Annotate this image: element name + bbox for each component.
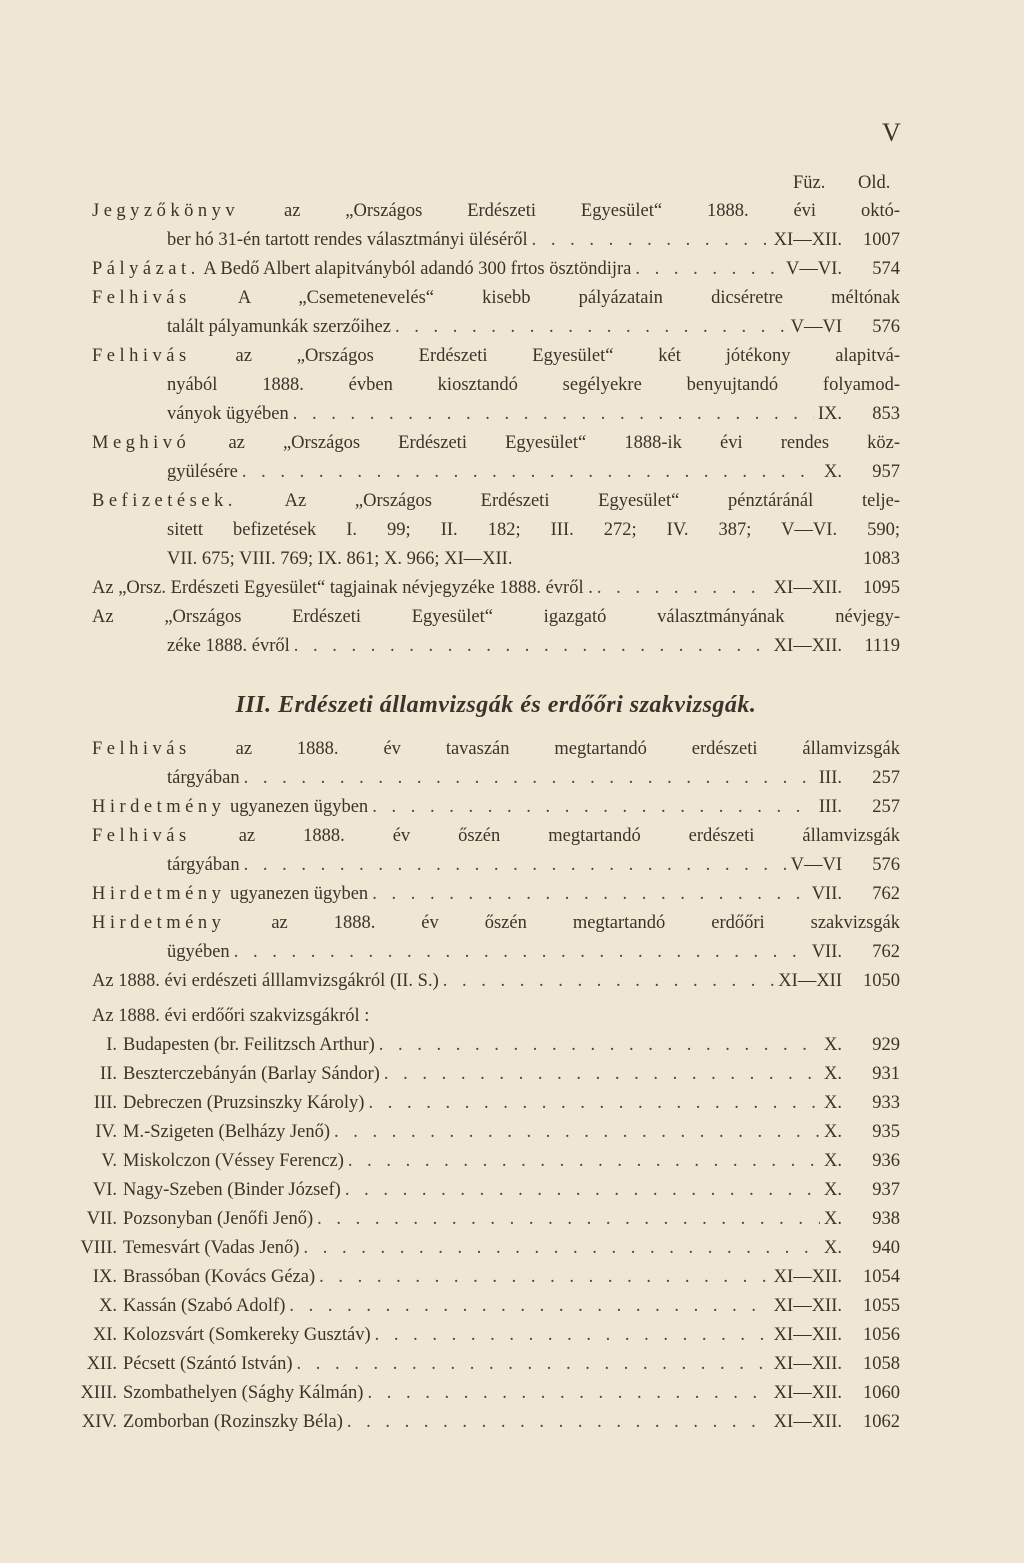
- list-number: XIII.: [80, 1383, 117, 1403]
- entry-text: [167, 400, 289, 429]
- list-number: X.: [99, 1296, 117, 1316]
- leader-dots: [443, 967, 775, 996]
- page-ref: 929: [872, 1035, 900, 1055]
- issue-number: V—VI.: [785, 259, 842, 279]
- list-text: Kolozsvárt (Somkereky Gusztáv): [123, 1325, 371, 1345]
- entry-text: [167, 313, 391, 342]
- entry-line: [92, 632, 900, 661]
- leader-dots: [375, 1321, 770, 1350]
- entry-lead: Felhivás: [92, 346, 191, 366]
- page-ref: 935: [872, 1122, 900, 1142]
- issue-number: X.: [824, 1238, 842, 1258]
- entry-text: [92, 826, 900, 846]
- index-content: [80, 197, 900, 1437]
- entry-text: [167, 520, 900, 540]
- entry-lead: Hirdetmény: [92, 797, 226, 817]
- entry-body: ügyében: [167, 942, 230, 962]
- entry-lead: Pályázat.: [92, 259, 200, 279]
- entry-text: [167, 375, 900, 395]
- list-text: Kassán (Szabó Adolf): [123, 1296, 286, 1316]
- page-ref: 1095: [863, 578, 900, 598]
- list-number: VII.: [86, 1209, 117, 1229]
- entry-body: Az „Orsz. Erdészeti Egyesület“ tagjainak névjegyzéke 1888. évről .: [92, 578, 593, 598]
- entry-text: [92, 346, 900, 366]
- page-ref: 933: [872, 1093, 900, 1113]
- entry-text: [92, 255, 631, 284]
- list-item: [62, 1031, 900, 1060]
- list-text: M.-Szigeten (Belházy Jenő): [123, 1122, 331, 1142]
- entry-line: [92, 967, 900, 996]
- entry-body: VII. 675; VIII. 769; IX. 861; X. 966; XI—XII.: [167, 549, 513, 569]
- issue-number: III.: [818, 768, 842, 788]
- leader-dots: [372, 793, 815, 822]
- entry-text: [167, 764, 240, 793]
- page-ref: 1054: [863, 1267, 900, 1287]
- issue-number: X.: [824, 1151, 842, 1171]
- entry-line: [92, 313, 900, 342]
- page-ref: 853: [872, 404, 900, 424]
- issue-number: VII.: [811, 884, 842, 904]
- list-number: VI.: [92, 1180, 117, 1200]
- page-ref: 1058: [863, 1354, 900, 1374]
- entry-body: az „Országos Erdészeti Egyesület“ 1888. évi októ-: [284, 201, 900, 221]
- page-ref: 1060: [863, 1383, 900, 1403]
- list-number: XI.: [92, 1325, 117, 1345]
- leader-dots: [345, 1176, 820, 1205]
- list-item: [62, 1263, 900, 1292]
- issue-number: XI—XII.: [773, 1267, 842, 1287]
- entry-body: Az 1888. évi erdészeti álllamvizsgákról (II. S.): [92, 971, 439, 991]
- page-ref: 762: [872, 942, 900, 962]
- entry-line: [92, 487, 900, 516]
- page-ref: 1056: [863, 1325, 900, 1345]
- entry-text: [167, 632, 290, 661]
- entry-text: [92, 739, 900, 759]
- entry-text: [92, 491, 900, 511]
- entry-body: tárgyában: [167, 855, 240, 875]
- entry-line: [92, 880, 900, 909]
- entry-body: az „Országos Erdészeti Egyesület“ két jótékony alapitvá-: [235, 346, 900, 366]
- list-item: [62, 1292, 900, 1321]
- list-item: [62, 1176, 900, 1205]
- leader-dots: [395, 313, 787, 342]
- page-ref: 937: [872, 1180, 900, 1200]
- entry-lead: Hirdetmény: [92, 884, 226, 904]
- entry-line: [92, 793, 900, 822]
- issue-number: III.: [818, 797, 842, 817]
- leader-dots: [293, 400, 814, 429]
- leader-dots: [367, 1379, 769, 1408]
- list-text: Nagy-Szeben (Binder József): [123, 1180, 341, 1200]
- entry-body: az „Országos Erdészeti Egyesület“ 1888-ik évi rendes köz-: [228, 433, 900, 453]
- issue-number: V—VI: [790, 855, 842, 875]
- page-ref: 1062: [863, 1412, 900, 1432]
- entry-line: [92, 909, 900, 938]
- entry-line: [92, 284, 900, 313]
- entry-lead: Felhivás: [92, 288, 191, 308]
- leader-dots: [244, 764, 815, 793]
- list-item: [62, 1408, 900, 1437]
- page-ref: 1083: [863, 549, 900, 569]
- entry-text: [167, 545, 512, 574]
- issue-number: XI—XII.: [773, 1325, 842, 1345]
- page-ref: 1055: [863, 1296, 900, 1316]
- entry-body: ugyanezen ügyben: [230, 797, 369, 817]
- page-ref: 1050: [863, 971, 900, 991]
- entry-body: az 1888. év tavaszán megtartandó erdészeti államvizsgák: [235, 739, 900, 759]
- entry-line: [92, 400, 900, 429]
- entry-line: [92, 545, 900, 574]
- entry-line: [92, 226, 900, 255]
- page-ref: 576: [872, 317, 900, 337]
- leader-dots: [635, 255, 782, 284]
- entry-body: az 1888. év őszén megtartandó erdőőri szakvizsgák: [271, 913, 900, 933]
- entry-text: [92, 967, 439, 996]
- list-text: Budapesten (br. Feilitzsch Arthur): [123, 1035, 375, 1055]
- page-ref: 576: [872, 855, 900, 875]
- leader-dots: [334, 1118, 820, 1147]
- entry-line: [92, 822, 900, 851]
- issue-number: XI—XII.: [773, 1354, 842, 1374]
- entry-text: [92, 913, 900, 933]
- page-number: V: [882, 118, 902, 147]
- entries-block: [92, 197, 900, 661]
- entry-line: [92, 371, 900, 400]
- issue-number: X.: [824, 1209, 842, 1229]
- list-item: [62, 1205, 900, 1234]
- fuzet-header: Füz.: [793, 173, 826, 193]
- entry-body: ber hó 31-én tartott rendes választmányi üléséről: [167, 230, 528, 250]
- list-text: Brassóban (Kovács Géza): [123, 1267, 316, 1287]
- issue-number: X.: [824, 1093, 842, 1113]
- leader-dots: [317, 1205, 820, 1234]
- list-item: [62, 1060, 900, 1089]
- entry-body: az 1888. év őszén megtartandó erdészeti államvizsgák: [238, 826, 900, 846]
- entry-lead: Hirdetmény: [92, 913, 226, 933]
- list-text: Szombathelyen (Sághy Kálmán): [123, 1383, 364, 1403]
- entry-body: nyából 1888. évben kiosztandó segélyekre benyujtandó folyamod-: [167, 375, 900, 395]
- issue-number: VII.: [811, 942, 842, 962]
- page-ref: 931: [872, 1064, 900, 1084]
- list-text: Miskolczon (Véssey Ferencz): [123, 1151, 344, 1171]
- entry-text: [92, 607, 900, 627]
- issue-number: XI—XII.: [773, 636, 842, 656]
- list-text: Pécsett (Szántó István): [123, 1354, 293, 1374]
- page-ref: 1119: [864, 636, 900, 656]
- entry-text: [92, 288, 900, 308]
- entry-body: ugyanezen ügyben: [230, 884, 369, 904]
- column-headers: [0, 173, 1024, 197]
- leader-dots: [368, 1089, 820, 1118]
- leader-dots: [242, 458, 820, 487]
- entry-line: [92, 735, 900, 764]
- issue-number: XI—XII.: [773, 230, 842, 250]
- entry-text: [92, 433, 900, 453]
- entry-body: talált pályamunkák szerzőihez: [167, 317, 391, 337]
- list-text: Zomborban (Rozinszky Béla): [123, 1412, 343, 1432]
- entry-body: sitett befizetések I. 99; II. 182; III. 272; IV. 387; V—VI. 590;: [167, 520, 900, 540]
- page-ref: 257: [872, 797, 900, 817]
- entry-body: Az „Országos Erdészeti Egyesület“ pénztáránál telje-: [284, 491, 900, 511]
- issue-number: V—VI: [790, 317, 842, 337]
- page-ref: 936: [872, 1151, 900, 1171]
- entry-line: [92, 197, 900, 226]
- list-intro: Az 1888. évi erdőőri szakvizsgákról :: [92, 1006, 370, 1026]
- entry-lead: Jegyzőkönyv: [92, 201, 240, 221]
- leader-dots: [244, 851, 787, 880]
- issue-number: X.: [824, 1064, 842, 1084]
- leader-dots: [597, 574, 770, 603]
- entry-text: [167, 226, 528, 255]
- page-ref: 762: [872, 884, 900, 904]
- exam-list: [80, 1031, 900, 1437]
- entry-text: [167, 851, 240, 880]
- page-ref: 1007: [863, 230, 900, 250]
- leader-dots: [384, 1060, 820, 1089]
- list-number: II.: [100, 1064, 117, 1084]
- leader-dots: [234, 938, 808, 967]
- entry-body: Az „Országos Erdészeti Egyesület“ igazgató választmányának névjegy-: [92, 607, 900, 627]
- entry-text: [167, 458, 238, 487]
- issue-number: XI—XII.: [773, 1412, 842, 1432]
- entry-line: [92, 516, 900, 545]
- entry-line: [92, 458, 900, 487]
- entry-lead: Meghivó: [92, 433, 191, 453]
- list-number: XII.: [86, 1354, 117, 1374]
- entry-text: [92, 880, 368, 909]
- entry-line: [92, 764, 900, 793]
- list-number: I.: [106, 1035, 117, 1055]
- page-ref: 940: [872, 1238, 900, 1258]
- issue-number: XI—XII.: [773, 1296, 842, 1316]
- entry-lead: Felhivás: [92, 826, 191, 846]
- section-title: III. Erdészeti államvizsgák és erdőőri szakvizsgák.: [235, 692, 757, 718]
- issue-number: X.: [824, 462, 842, 482]
- list-number: V.: [101, 1151, 117, 1171]
- issue-number: X.: [824, 1122, 842, 1142]
- leader-dots: [303, 1234, 820, 1263]
- list-item: [62, 1147, 900, 1176]
- list-item: [62, 1321, 900, 1350]
- list-item: [62, 1089, 900, 1118]
- page-ref: 938: [872, 1209, 900, 1229]
- entry-lead: Felhivás: [92, 739, 191, 759]
- issue-number: X.: [824, 1035, 842, 1055]
- list-number: IX.: [92, 1267, 117, 1287]
- entry-body: ványok ügyében: [167, 404, 289, 424]
- list-text: Debreczen (Pruzsinszky Károly): [123, 1093, 365, 1113]
- entry-line: [92, 429, 900, 458]
- issue-number: XI—XII: [778, 971, 842, 991]
- entry-text: [167, 938, 230, 967]
- issue-number: IX.: [817, 404, 842, 424]
- list-item: [62, 1350, 900, 1379]
- leader-dots: [347, 1408, 770, 1437]
- entry-body: zéke 1888. évről: [167, 636, 290, 656]
- page-ref: 957: [872, 462, 900, 482]
- leader-dots: [372, 880, 808, 909]
- list-number: VIII.: [80, 1238, 117, 1258]
- issue-number: XI—XII.: [773, 1383, 842, 1403]
- entry-body: A Bedő Albert alapitványból adandó 300 frtos ösztöndijra: [203, 259, 632, 279]
- entry-line: [92, 255, 900, 284]
- entry-body: gyülésére: [167, 462, 238, 482]
- entry-text: [92, 201, 900, 221]
- leader-dots: [319, 1263, 770, 1292]
- list-item: [62, 1379, 900, 1408]
- list-number: XIV.: [81, 1412, 117, 1432]
- leader-dots: [532, 226, 770, 255]
- entry-lead: Befizetések.: [92, 491, 237, 511]
- list-text: Pozsonyban (Jenőfi Jenő): [123, 1209, 314, 1229]
- entry-body: tárgyában: [167, 768, 240, 788]
- entry-line: [92, 938, 900, 967]
- leader-dots: [348, 1147, 820, 1176]
- page-ref: 257: [872, 768, 900, 788]
- entry-text: [92, 793, 368, 822]
- leader-dots: [294, 632, 770, 661]
- issue-number: X.: [824, 1180, 842, 1200]
- section-entries-block: [92, 735, 900, 996]
- page-ref: 574: [872, 259, 900, 279]
- list-number: IV.: [95, 1122, 117, 1142]
- leader-dots: [297, 1350, 770, 1379]
- issue-number: XI—XII.: [773, 578, 842, 598]
- list-item: [62, 1234, 900, 1263]
- oldal-header: Old.: [858, 173, 891, 193]
- leader-dots: [289, 1292, 769, 1321]
- entry-line: [92, 851, 900, 880]
- list-text: Temesvárt (Vadas Jenő): [123, 1238, 300, 1258]
- entry-text: [92, 574, 593, 603]
- leader-dots: [379, 1031, 820, 1060]
- entry-line: [92, 342, 900, 371]
- entry-line: [92, 603, 900, 632]
- list-text: Beszterczebányán (Barlay Sándor): [123, 1064, 380, 1084]
- list-item: [62, 1118, 900, 1147]
- list-number: III.: [93, 1093, 117, 1113]
- entry-line: [92, 574, 900, 603]
- entry-body: A „Csemetenevelés“ kisebb pályázatain dicséretre méltónak: [237, 288, 900, 308]
